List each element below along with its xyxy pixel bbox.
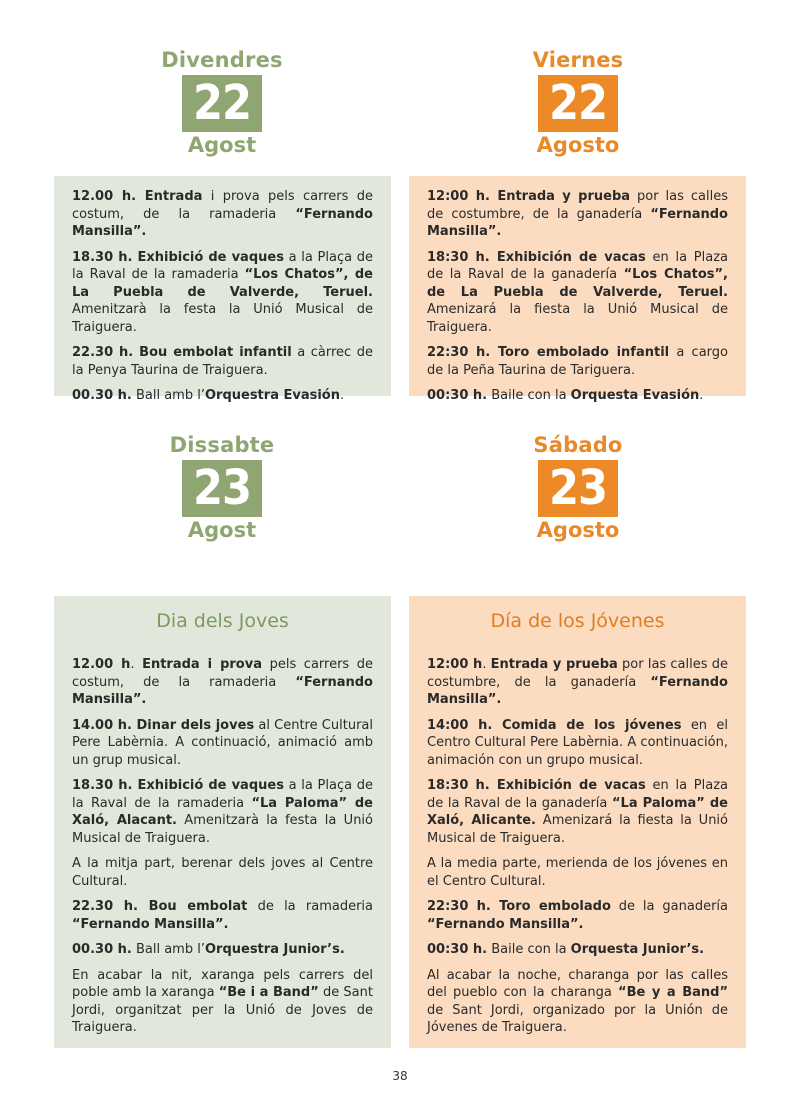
bold-text: 12:00 h [427, 657, 483, 672]
schedule-entry [427, 967, 728, 1037]
month-name: Agost [187, 518, 257, 542]
bold-text: Orquestra Evasión [204, 388, 340, 403]
bold-text: “Fernando Mansilla”. [72, 206, 373, 239]
text: A la mitja part, berenar dels joves al Centre Cultural. [72, 856, 373, 889]
friday-spanish-schedule [409, 176, 746, 403]
section-title: Día de los Jóvenes [490, 610, 665, 632]
bold-text: Orquesta Junior’s. [570, 942, 705, 957]
text: de Sant Jordi, organitzat per la Unió de Joves de Traiguera. [72, 985, 373, 1035]
text: Ball amb l’ [131, 942, 205, 957]
text: a la Plaça de la Raval de la ramaderia [72, 249, 373, 282]
saturday-spanish-schedule [409, 596, 746, 1048]
schedule-entry [72, 656, 373, 709]
bold-text: 18.30 h. Exhibició de vaques [72, 778, 284, 793]
bold-text: “Fernando Mansilla”. [72, 674, 373, 707]
schedule-entry [72, 898, 373, 933]
schedule-entry [72, 387, 373, 405]
bold-text: 00:30 h. [427, 388, 488, 403]
text: En acabar la nit, xaranga pels carrers del poble amb la xaranga [72, 967, 373, 1000]
text: . [699, 388, 704, 403]
friday-catalan-schedule [54, 176, 391, 403]
bold-text: “Fernando Mansilla”. [427, 206, 728, 239]
text: a càrrec de la Penya Taurina de Traiguera. [72, 345, 373, 378]
bold-text: “Be i a Band” [218, 985, 319, 1000]
bold-text: “La Paloma” de Xaló, Alicante. [427, 795, 728, 828]
text: por las calles de costumbre, de la ganadería [427, 189, 728, 222]
day-number-box: 22 [182, 75, 262, 132]
text: al Centre Cultural Pere Labèrnia. A continuació, animació amb un grup musical. [72, 717, 373, 768]
schedule-entry [427, 249, 728, 337]
friday-spanish-header [478, 48, 678, 158]
schedule-entry [72, 967, 373, 1037]
text: por las calles de costumbre, de la ganadería [427, 657, 728, 690]
day-number-box: 23 [182, 460, 262, 517]
day-name: Divendres [161, 48, 283, 72]
schedule-entry [72, 941, 373, 959]
schedule-entry [427, 656, 728, 709]
text: Baile con la [487, 388, 571, 403]
text: de Sant Jordi, organizado por la Unión de Jóvenes de Traiguera. [427, 1002, 728, 1035]
bold-text: “Los Chatos”, de La Puebla de Valverde, Teruel. [72, 267, 373, 300]
bold-text: 14:00 h. Comida de los jóvenes [427, 717, 682, 733]
friday-catalan-header [122, 48, 322, 158]
bold-text: 18:30 h. Exhibición de vacas [427, 778, 646, 793]
text: en la Plaza de la Raval de la ganadería [427, 778, 728, 811]
bold-text: “Los Chatos”, de La Puebla de Valverde, Teruel. [427, 267, 728, 300]
schedule-entry [427, 717, 728, 770]
day-number-box: 23 [538, 460, 618, 517]
bold-text: 14.00 h. Dinar dels joves [72, 717, 255, 733]
text: pels carrers de costum, de la ramaderia [72, 657, 374, 690]
text: . [340, 388, 345, 403]
bold-text: 18.30 h. Exhibició de vaques [72, 249, 284, 265]
schedule-entry [72, 717, 373, 770]
bold-text: “Fernando Mansilla”. [427, 674, 728, 707]
schedule-entry [72, 344, 373, 379]
bold-text: 22.30 h. Bou embolat infantil [72, 345, 292, 360]
schedule-entry [427, 855, 728, 890]
day-name: Dissabte [169, 433, 275, 457]
bold-text: 18:30 h. Exhibición de vacas [427, 249, 646, 265]
month-name: Agosto [536, 518, 620, 542]
bold-text: Orquestra Junior’s. [204, 942, 345, 957]
text: de la ramaderia [247, 899, 373, 914]
bold-text: Orquesta Evasión [570, 388, 700, 403]
text: Amenitzarà la festa la Unió Musical de Traiguera. [72, 813, 373, 846]
text: Ball amb l’ [131, 388, 205, 403]
schedule-entry [427, 941, 728, 959]
bold-text: “Be y a Band” [618, 985, 728, 1000]
bold-text: “Fernando Mansilla”. [72, 916, 229, 932]
schedule-entry [427, 387, 728, 405]
text: a cargo de la Peña Taurina de Tariguera. [427, 345, 728, 378]
bold-text: 00:30 h. [427, 942, 488, 957]
day-number-box: 22 [538, 75, 618, 132]
schedule-entry [427, 188, 728, 241]
saturday-catalan-schedule [54, 596, 391, 1048]
schedule-entry [72, 249, 373, 337]
bold-text: 12.00 h [72, 657, 131, 672]
text: Amenizará la fiesta la Unió Musical de Traiguera. [427, 302, 728, 335]
text: en la Plaza de la Raval de la ganadería [427, 249, 728, 282]
section-title: Dia dels Joves [156, 610, 289, 632]
text: de la ganadería [610, 899, 728, 914]
text: . [130, 657, 143, 672]
schedule-entry [427, 777, 728, 847]
saturday-catalan-header [122, 433, 322, 543]
schedule-entry [72, 188, 373, 241]
bold-text: Entrada i prova [142, 657, 262, 672]
bold-text: 00.30 h. [72, 942, 132, 957]
schedule-entry [427, 344, 728, 379]
text: A la media parte, merienda de los jóvenes en el Centro Cultural. [427, 856, 728, 889]
month-name: Agosto [536, 133, 620, 157]
bold-text: 12.00 h. Entrada [72, 189, 203, 204]
day-name: Viernes [532, 48, 624, 72]
text: Amenizará la fiesta la Unió Musical de Traiguera. [427, 813, 729, 846]
schedule-entry [72, 855, 373, 890]
saturday-spanish-header [478, 433, 678, 543]
page-number: 38 [392, 1069, 408, 1083]
day-name: Sábado [533, 433, 623, 457]
text: Baile con la [487, 942, 571, 957]
bold-text: 22:30 h. Toro embolado infantil [427, 345, 670, 360]
schedule-entry [427, 898, 728, 933]
text: i prova pels carrers de costum, de la ramaderia [72, 189, 373, 222]
text: Al acabar la noche, charanga por las calles del pueblo con la charanga [427, 967, 728, 1000]
month-name: Agost [187, 133, 257, 157]
bold-text: “La Paloma” de Xaló, Alacant. [72, 795, 373, 828]
text: a la Plaça de la Raval de la ramaderia [72, 778, 373, 811]
text: . [482, 657, 491, 672]
text: Amenitzarà la festa la Unió Musical de Traiguera. [72, 302, 373, 335]
bold-text: 22:30 h. Toro embolado [427, 899, 611, 914]
schedule-entry [72, 777, 373, 847]
bold-text: 00.30 h. [72, 388, 132, 403]
bold-text: 12:00 h. Entrada y prueba [427, 189, 631, 204]
text: en el Centro Cultural Pere Labèrnia. A continuación, animación con un grupo musical. [427, 717, 728, 768]
bold-text: “Fernando Mansilla”. [427, 916, 584, 932]
bold-text: 22.30 h. Bou embolat [72, 899, 248, 914]
bold-text: Entrada y prueba [490, 657, 618, 672]
